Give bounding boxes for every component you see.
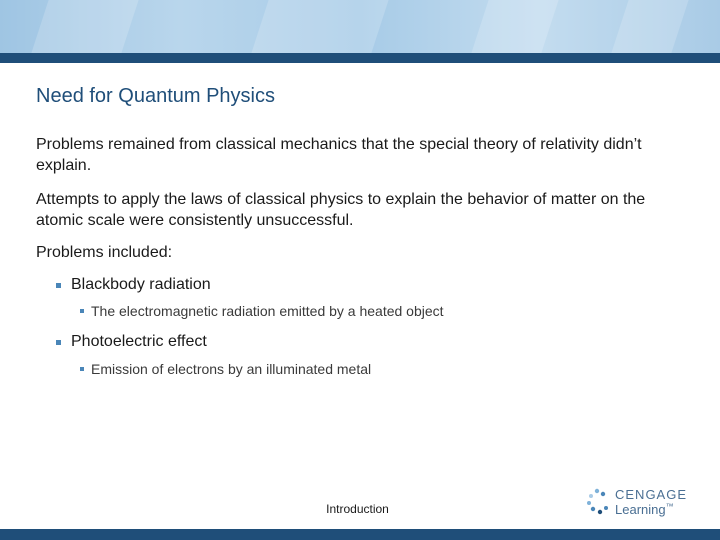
band-facet [31, 0, 138, 53]
slide-title: Need for Quantum Physics [36, 85, 275, 107]
square-bullet-icon [80, 367, 84, 371]
logo-wordmark-bottom [615, 502, 674, 517]
bullet-label: Blackbody radiation [71, 276, 211, 293]
band-facet [471, 0, 558, 53]
footer-rule [0, 529, 720, 540]
band-facet [611, 0, 688, 53]
logo-trademark: ™ [665, 502, 674, 511]
square-bullet-icon [56, 340, 61, 345]
sub-bullet-label: Emission of electrons by an illuminated metal [91, 361, 372, 377]
cengage-dots-icon [585, 487, 611, 517]
bullet-item [56, 276, 211, 294]
cengage-logo [585, 487, 695, 519]
bullet-item [56, 333, 207, 351]
paragraph-1: Problems remained from classical mechanics that the special theory of relativity didn’t explain. [36, 136, 642, 174]
logo-wordmark-learning: Learning [615, 502, 666, 517]
square-bullet-icon [80, 309, 84, 313]
logo-wordmark-top: CENGAGE [615, 487, 688, 502]
sub-bullet-item [80, 361, 371, 377]
square-bullet-icon [56, 283, 61, 288]
sub-bullet-item [80, 303, 444, 319]
header-decorative-band [0, 0, 720, 53]
footer-label: Introduction [326, 502, 389, 516]
paragraph-2: Attempts to apply the laws of classical physics to explain the behavior of matter on the atomic scale were consistently unsuccessful. [36, 191, 646, 229]
sub-bullet-label: The electromagnetic radiation emitted by a heated object [91, 303, 444, 319]
band-facet [251, 0, 388, 53]
header-rule [0, 53, 720, 63]
bullet-label: Photoelectric effect [71, 333, 207, 350]
paragraph-3: Problems included: [36, 244, 173, 261]
